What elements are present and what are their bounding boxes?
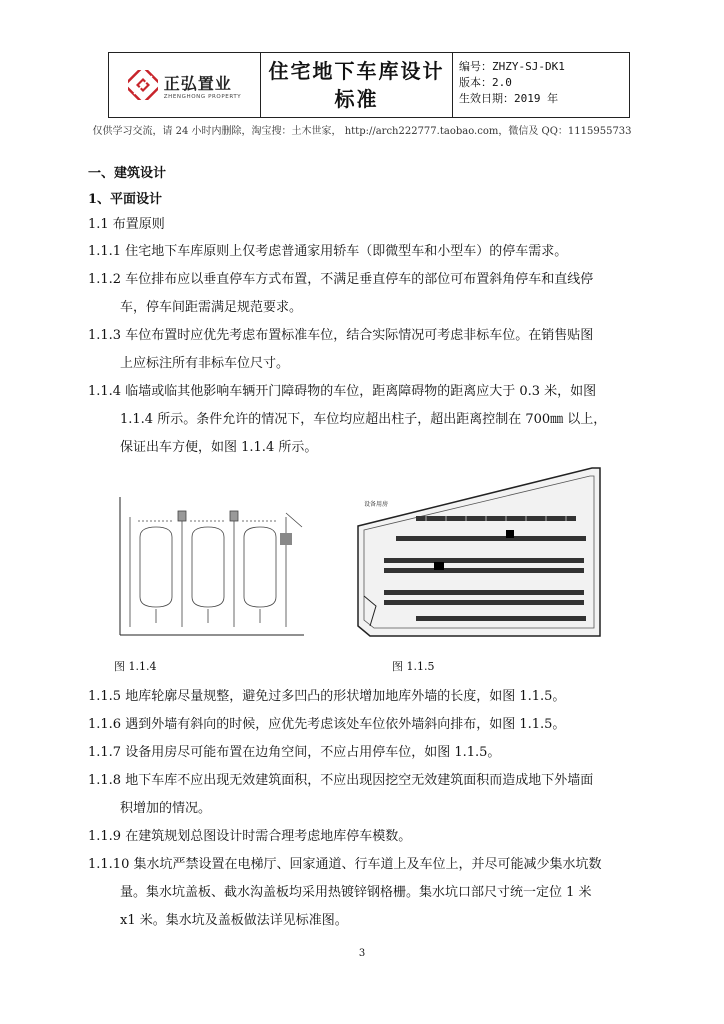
paragraph-1-1-4-cont1: 1.1.4 所示。条件允许的情况下，车位均应超出柱子，超出距离控制在 700㎜ 以上， xyxy=(120,412,607,427)
logo-cell xyxy=(109,53,261,117)
document-title xyxy=(261,53,453,117)
document-code: 编号：ZHZY-SJ-DK1 xyxy=(459,60,565,73)
paragraph-1-1-6: 1.1.6 遇到外墙有斜向的时候，应优先考虑该处车位依外墙斜向排布，如图 1.1.5。 xyxy=(88,717,566,732)
title-line-2: 标准 xyxy=(334,87,379,111)
figure-1-1-5-basement-plan xyxy=(356,466,602,642)
sub-subsection-heading: 1.1 布置原则 xyxy=(88,217,165,232)
paragraph-1-1-4-cont2: 保证出车方便，如图 1.1.4 所示。 xyxy=(120,440,318,455)
page-number: 3 xyxy=(358,948,366,959)
figure-1-1-4-parking-diagram xyxy=(118,497,304,637)
equipment-room-label: 设备用房 xyxy=(364,501,389,508)
paragraph-1-1-8: 1.1.8 地下车库不应出现无效建筑面积，不应出现因挖空无效建筑面积而造成地下外墙面 xyxy=(88,773,594,788)
logo-mark-icon xyxy=(128,70,158,100)
paragraph-1-1-1: 1.1.1 住宅地下车库原则上仅考虑普通家用轿车（即微型车和小型车）的停车需求。 xyxy=(88,244,568,259)
logo-chinese-name: 正弘置业 xyxy=(163,73,232,93)
paragraph-1-1-3: 1.1.3 车位布置时应优先考虑布置标准车位，结合实际情况可考虑非标车位。在销售贴图 xyxy=(88,328,594,343)
figure-1-1-5-caption: 图 1.1.5 xyxy=(392,660,435,673)
paragraph-1-1-7: 1.1.7 设备用房尽可能布置在边角空间，不应占用停车位，如图 1.1.5。 xyxy=(88,745,501,760)
title-line-1: 住宅地下车库设计 xyxy=(268,59,445,83)
paragraph-1-1-2: 1.1.2 车位排布应以垂直停车方式布置，不满足垂直停车的部位可布置斜角停车和直线停 xyxy=(88,272,594,287)
paragraph-1-1-3-cont: 上应标注所有非标车位尺寸。 xyxy=(120,356,290,371)
document-header xyxy=(108,52,630,118)
paragraph-1-1-8-cont: 积增加的情况。 xyxy=(120,801,212,816)
section-heading: 一、建筑设计 xyxy=(88,166,167,181)
paragraph-1-1-10-cont2: x1 米。集水坑及盖板做法详见标准图。 xyxy=(120,913,348,928)
document-version: 版本：2.0 xyxy=(459,76,512,89)
company-logo xyxy=(128,70,242,100)
paragraph-1-1-4: 1.1.4 临墙或临其他影响车辆开门障碍物的车位，距离障碍物的距离应大于 0.3 米，如图 xyxy=(88,384,597,399)
figure-1-1-4-caption: 图 1.1.4 xyxy=(114,660,157,673)
paragraph-1-1-5: 1.1.5 地库轮廓尽量规整，避免过多凹凸的形状增加地库外墙的长度，如图 1.1.5。 xyxy=(88,689,566,704)
logo-english-name: ZHENGHONG PROPERTY xyxy=(163,93,242,100)
watermark-notice: 仅供学习交流，请 24 小时内删除，淘宝搜：土木世家， http://arch222777.taobao.com，微信及 QQ：1115955733 xyxy=(92,126,632,137)
paragraph-1-1-10-cont1: 量。集水坑盖板、截水沟盖板均采用热镀锌钢格栅。集水坑口部尺寸统一定位 1 米 xyxy=(120,885,592,900)
effective-date: 生效日期：2019 年 xyxy=(459,92,559,105)
paragraph-1-1-2-cont: 车，停车间距需满足规范要求。 xyxy=(120,300,303,315)
paragraph-1-1-9: 1.1.9 在建筑规划总图设计时需合理考虑地库停车模数。 xyxy=(88,829,412,844)
paragraph-1-1-10: 1.1.10 集水坑严禁设置在电梯厅、回家通道、行车道上及车位上，并尽可能减少集水坑数 xyxy=(88,857,602,872)
document-meta xyxy=(453,53,629,117)
subsection-heading: 1、平面设计 xyxy=(88,192,163,207)
